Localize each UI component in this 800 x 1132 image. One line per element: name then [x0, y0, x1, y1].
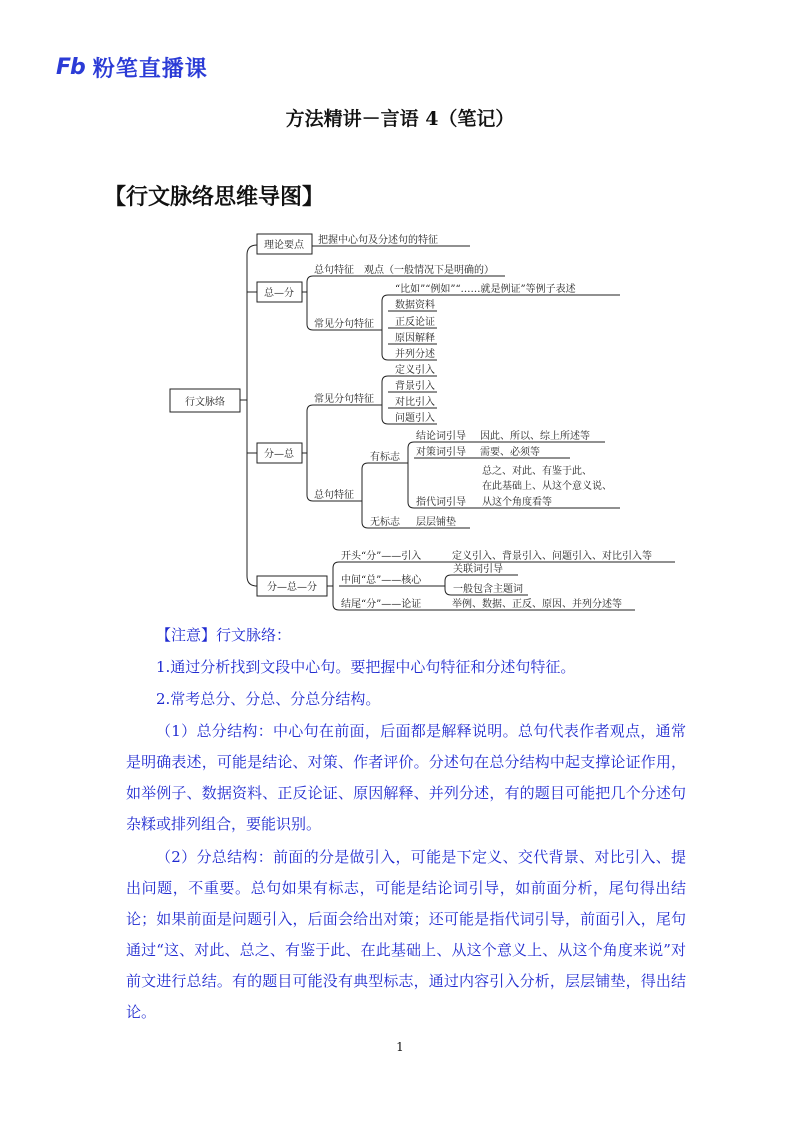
mindmap-connector — [382, 295, 388, 360]
mindmap-root-label: 行文脉络 — [185, 397, 225, 408]
note-paragraph-fenzong: （2）分总结构：前面的分是做引入，可能是下定义、交代背景、对比引入、提出问题，不重要。总句如果有标志，可能是结论词引导，如前面分析，尾句得出结论；如果前面是问题引入，后面会给出对策；还可能是指代词引导，前面引入，尾句通过“这、对此、总之、有鉴于此、在此基础上、从这个意义上、从这个角度来说”对前文进行总结。有的题目可能没有典型标志，通过内容引入分析，层层铺垫，得出结论。 — [126, 848, 686, 1021]
mindmap-marked-label: 指代词引导 — [416, 497, 466, 508]
mindmap-fenzong-label: 分—总 — [264, 449, 294, 460]
mindmap-fzf-label: 分—总—分 — [267, 582, 317, 593]
mindmap-fzf-row-label: 中间“总”——核心 — [341, 575, 422, 586]
mindmap-fzf-row-text: 举例、数据、正反、原因、并列分述等 — [452, 599, 622, 610]
mindmap-connector — [247, 292, 257, 453]
mindmap-connector — [247, 245, 257, 586]
mindmap-zongfen-label: 总—分 — [264, 288, 294, 299]
mindmap-fzf-row-label: 开头“分”——引入 — [341, 551, 422, 562]
mindmap-connector — [307, 276, 313, 330]
mindmap-fenzong-item: 定义引入 — [395, 365, 435, 376]
note-label: 【注意】行文脉络： — [156, 626, 292, 644]
mindmap-zongfen-sub-label: 常见分句特征 — [314, 319, 374, 330]
note-line-2: 2.常考总分、分总、分总分结构。 — [156, 690, 381, 708]
mindmap-marked-text: 需要、必须等 — [480, 447, 540, 458]
mindmap-connector — [333, 562, 339, 610]
mindmap-zongfen-item: 原因解释 — [395, 333, 435, 344]
logo-mark: Fb — [56, 54, 85, 80]
mindmap-zongfen-item: 并列分述 — [395, 349, 435, 360]
mindmap-fzf-row-label: 结尾“分”——论证 — [341, 599, 422, 610]
mindmap-marked-label: 结论词引导 — [416, 431, 466, 442]
mindmap-fenzong-sub-label: 常见分句特征 — [314, 394, 374, 405]
mindmap-zongfen-item: 数据资料 — [395, 300, 435, 311]
mindmap-marked-text: 总之、对此、有鉴于此、 — [482, 466, 592, 477]
mindmap-fenzong-item: 背景引入 — [395, 381, 435, 392]
mindmap-connector — [408, 442, 414, 508]
mindmap-theory-text: 把握中心句及分述句的特征 — [318, 235, 438, 246]
page-title: 方法精讲－言语 4（笔记） — [285, 108, 515, 130]
mindmap-fzf-row-text: 定义引入、背景引入、问题引入、对比引入等 — [452, 551, 652, 562]
mindmap-connector — [362, 463, 368, 528]
section-heading: 【行文脉络思维导图】 — [104, 185, 325, 210]
mindmap-fenzong-item: 问题引入 — [395, 413, 435, 424]
mindmap-fenzong-item: 对比引入 — [395, 397, 435, 408]
mindmap-theory-label: 理论要点 — [264, 240, 304, 251]
mindmap-marked-text: 从这个角度看等 — [482, 497, 552, 508]
mindmap-fzf-row-item: 一般包含主题词 — [453, 584, 523, 595]
mindmap-marked-label: 有标志 — [370, 452, 400, 463]
logo-text: 粉笔直播课 — [92, 56, 208, 82]
mindmap-marked-label: 对策词引导 — [416, 447, 466, 458]
mindmap-zongfen-item: “比如”“例如”“……就是例证”等例子表述 — [395, 284, 576, 295]
mindmap-marked-text: 在此基础上、从这个意义说、 — [482, 481, 612, 492]
mindmap-connector — [382, 376, 388, 424]
mindmap-zongfen-item: 正反论证 — [395, 317, 435, 328]
mindmap-fzf-row-item: 关联词引导 — [453, 564, 503, 575]
mindmap-unmarked-text: 层层铺垫 — [416, 517, 456, 528]
mindmap-connector — [445, 575, 451, 595]
mindmap-unmarked-label: 无标志 — [370, 517, 400, 528]
mindmap-zongfen-summary: 总句特征 观点（一般情况下是明确的） — [314, 265, 494, 276]
note-paragraph-zongfen: （1）总分结构：中心句在前面，后面都是解释说明。总句代表作者观点，通常是明确表述，可能是结论、对策、作者评价。分述句在总分结构中起支撑论证作用，如举例子、数据资料、正反论证、原因解释、并列分述，有的题目可能把几个分述句杂糅或排列组合，要能识别。 — [126, 722, 686, 833]
note-line-1: 1.通过分析找到文段中心句。要把握中心句特征和分述句特征。 — [156, 658, 576, 676]
mindmap-marked-text: 因此、所以、综上所述等 — [480, 431, 590, 442]
mindmap-connector — [307, 405, 313, 501]
page-number: 1 — [396, 1040, 404, 1054]
mindmap-fenzong-summary-label: 总句特征 — [314, 490, 354, 501]
